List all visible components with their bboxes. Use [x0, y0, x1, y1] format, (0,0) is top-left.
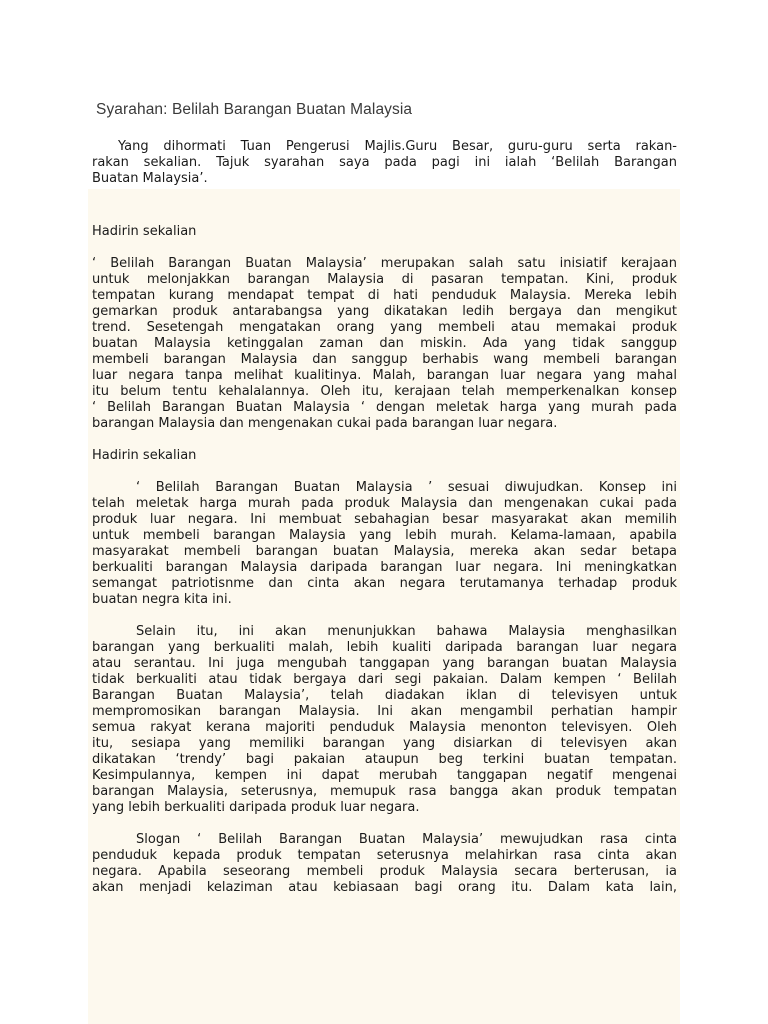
- paragraph-line: berkualiti barangan Malaysia daripada barangan luar negara. Ini meningkatkan: [92, 560, 677, 575]
- paragraph-line: barangan Malaysia dan mengenakan cukai pada barangan luar negara.: [92, 416, 558, 431]
- paragraph-line: trend. Sesetengah mengatakan orang yang membeli atau memakai produk: [92, 320, 677, 335]
- intro-line: rakan sekalian. Tajuk syarahan saya pada pagi ini ialah ‘Belilah Barangan: [92, 155, 677, 170]
- paragraph-line: buatan negra kita ini.: [92, 592, 232, 607]
- paragraph-line: semangat patriotisnme dan cinta akan negara terutamanya terhadap produk: [92, 576, 677, 591]
- paragraph-line: penduduk kepada produk tempatan seterusnya melahirkan rasa cinta akan: [92, 848, 677, 863]
- paragraph-line: buatan Malaysia ketinggalan zaman dan miskin. Ada yang tidak sanggup: [92, 336, 677, 351]
- paragraph-line: membeli barangan Malaysia dan sanggup berhabis wang membeli barangan: [92, 352, 677, 367]
- paragraph-line: barangan yang berkualiti malah, lebih kualiti daripada barangan luar negara: [92, 640, 677, 655]
- paragraph-line: Slogan ‘ Belilah Barangan Buatan Malaysia’ mewujudkan rasa cinta: [136, 832, 677, 847]
- paragraph-line: barangan Malaysia, seterusnya, memupuk rasa bangga akan produk tempatan: [92, 784, 677, 799]
- document-title: Syarahan: Belilah Barangan Buatan Malaysia: [96, 101, 413, 118]
- paragraph-line: dikatakan ‘trendy’ bagi pakaian ataupun beg terkini buatan tempatan.: [92, 752, 677, 767]
- paragraph-line: akan menjadi kelaziman atau kebiasaan bagi orang itu. Dalam kata lain,: [92, 880, 677, 895]
- intro-paragraph: [92, 139, 677, 187]
- intro-line: Buatan Malaysia’.: [92, 171, 208, 186]
- paragraph-line: Barangan Buatan Malaysia’, telah diadakan iklan di televisyen untuk: [92, 688, 677, 703]
- speech-body: [92, 224, 677, 896]
- paragraph-line: ‘ Belilah Barangan Buatan Malaysia ‘ dengan meletak harga yang murah pada: [92, 400, 677, 415]
- section-heading: Hadirin sekalian: [92, 448, 197, 463]
- paragraph-1: [92, 256, 677, 432]
- paragraph-line: Kesimpulannya, kempen ini dapat merubah tanggapan negatif mengenai: [92, 768, 677, 783]
- paragraph-line: luar negara tanpa melihat kualitinya. Malah, barangan luar negara yang mahal: [92, 368, 677, 383]
- paragraph-line: ‘ Belilah Barangan Buatan Malaysia’ merupakan salah satu inisiatif kerajaan: [92, 256, 677, 271]
- paragraph-line: telah meletak harga murah pada produk Malaysia dan mengenakan cukai pada: [92, 496, 677, 511]
- paragraph-line: negara. Apabila seseorang membeli produk Malaysia secara berterusan, ia: [92, 864, 677, 879]
- section-heading: Hadirin sekalian: [92, 224, 197, 239]
- paragraph-line: untuk membeli barangan Malaysia yang lebih murah. Kelama-lamaan, apabila: [92, 528, 677, 543]
- paragraph-line: ‘ Belilah Barangan Buatan Malaysia ’ sesuai diwujudkan. Konsep ini: [136, 480, 677, 495]
- paragraph-line: itu, sesiapa yang memiliki barangan yang disiarkan di televisyen akan: [92, 736, 677, 751]
- paragraph-line: untuk melonjakkan barangan Malaysia di pasaran tempatan. Kini, produk: [92, 272, 677, 287]
- paragraph-line: tidak berkualiti atau tidak bergaya dari segi pakaian. Dalam kempen ‘ Belilah: [92, 672, 677, 687]
- paragraph-line: produk luar negara. Ini membuat sebahagian besar masyarakat akan memilih: [92, 512, 677, 527]
- paragraph-line: yang lebih berkualiti daripada produk luar negara.: [92, 800, 420, 815]
- paragraph-4: [92, 832, 677, 896]
- paragraph-line: atau serantau. Ini juga mengubah tanggapan yang barangan buatan Malaysia: [92, 656, 677, 671]
- paragraph-line: gemarkan produk antarabangsa yang dikatakan ledih bergaya dan mengikut: [92, 304, 677, 319]
- paragraph-line: mempromosikan barangan Malaysia. Ini akan mengambil perhatian hampir: [92, 704, 677, 719]
- intro-line: Yang dihormati Tuan Pengerusi Majlis.Guru Besar, guru-guru serta rakan-: [118, 139, 677, 154]
- paragraph-2: [92, 480, 677, 608]
- paragraph-line: semua rakyat kerana majoriti penduduk Malaysia menonton televisyen. Oleh: [92, 720, 677, 735]
- paragraph-3: [92, 624, 677, 816]
- paragraph-line: tempatan kurang mendapat tempat di hati penduduk Malaysia. Mereka lebih: [92, 288, 677, 303]
- paragraph-line: Selain itu, ini akan menunjukkan bahawa Malaysia menghasilkan: [136, 624, 677, 639]
- paragraph-line: itu belum tentu kehalalannya. Oleh itu, kerajaan telah memperkenalkan konsep: [92, 384, 677, 399]
- paragraph-line: masyarakat membeli barangan buatan Malaysia, mereka akan sedar betapa: [92, 544, 677, 559]
